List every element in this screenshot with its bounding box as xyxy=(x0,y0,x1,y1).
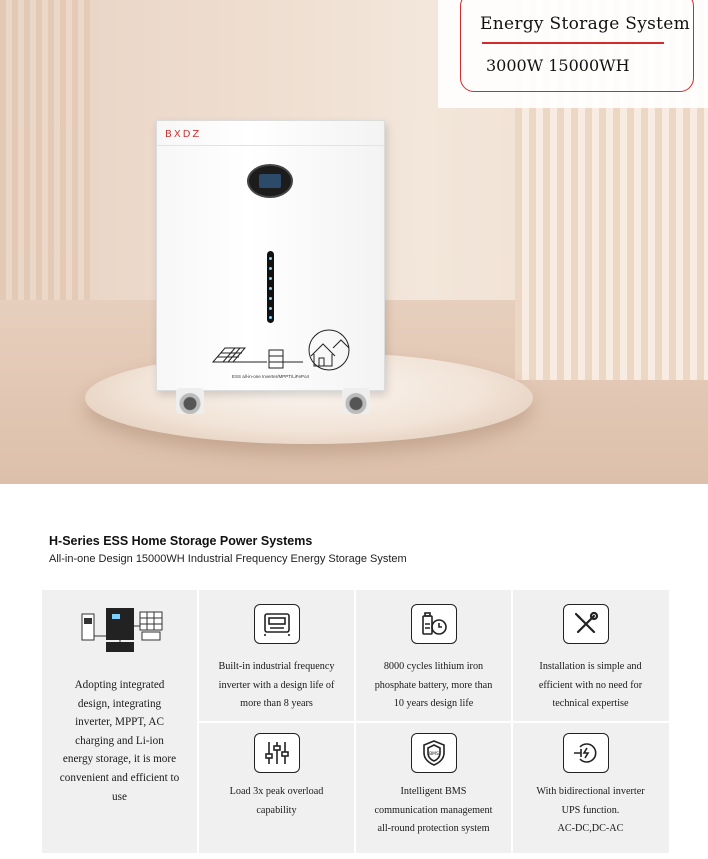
hero-title: Energy Storage System xyxy=(480,14,691,34)
feature-integrated-design-text xyxy=(42,676,197,806)
caster-wheel-right xyxy=(342,388,370,414)
control-display xyxy=(247,164,293,198)
text-line: convenient and efficient to xyxy=(59,771,180,784)
feature-installation xyxy=(513,590,668,720)
text-line: phosphate battery, more than xyxy=(374,679,493,691)
feature-bidirectional-text xyxy=(513,783,668,839)
solar-battery-home-diagram-icon xyxy=(207,326,357,376)
feature-bidirectional xyxy=(513,723,668,853)
brand-logo: BXDZ xyxy=(165,129,202,140)
display-screen xyxy=(259,174,281,188)
bms-shield-icon xyxy=(411,733,457,773)
text-line: efficient with no need for xyxy=(538,679,643,691)
text-line: inverter with a design life of xyxy=(218,679,335,691)
bidirectional-plug-icon xyxy=(563,733,609,773)
feature-integrated-design xyxy=(42,590,197,853)
title-divider xyxy=(482,42,664,44)
text-line: UPS function. xyxy=(561,804,620,816)
section-title: H-Series ESS Home Storage Power Systems xyxy=(49,534,313,548)
text-line: design, integrating xyxy=(77,697,162,710)
text-line: all-round protection system xyxy=(377,823,490,834)
text-line: Installation is simple and xyxy=(539,661,642,672)
feature-overload xyxy=(199,723,354,853)
text-line: use xyxy=(112,790,127,803)
hero-spec: 3000W 15000WH xyxy=(486,56,630,75)
product-cabinet xyxy=(156,120,385,391)
caster-wheel-left xyxy=(176,388,204,414)
text-line: AC-DC,DC-AC xyxy=(557,823,624,834)
text-line: technical expertise xyxy=(552,698,629,709)
battery-cycle-icon xyxy=(411,604,457,644)
text-line: energy storage, it is more xyxy=(62,753,177,766)
feature-battery xyxy=(356,590,511,720)
product-caption: ESS all-in-one Inverter/MPPT/LiFePo4 xyxy=(231,374,310,379)
feature-installation-text xyxy=(513,658,668,714)
inverter-icon xyxy=(254,604,300,644)
text-line: Intelligent BMS xyxy=(400,786,467,797)
text-line: 10 years design life xyxy=(393,698,474,709)
feature-battery-text xyxy=(356,658,511,714)
text-line: Built-in industrial frequency xyxy=(218,661,335,672)
feature-inverter-text xyxy=(199,658,354,714)
text-line: inverter, MPPT, AC xyxy=(75,716,164,729)
title-card xyxy=(438,0,708,108)
text-line: more than 8 years xyxy=(240,698,313,709)
feature-bms xyxy=(356,723,511,853)
feature-overload-text xyxy=(199,783,354,820)
svg-text:BMS: BMS xyxy=(429,752,439,757)
text-line: communication management xyxy=(374,804,493,816)
text-line: charging and Li-ion xyxy=(75,734,164,747)
text-line: capability xyxy=(256,804,297,816)
cabinet-top-edge xyxy=(157,145,384,146)
system-components-icon xyxy=(80,606,164,656)
sliders-icon xyxy=(254,733,300,773)
led-indicator-bar xyxy=(267,251,274,323)
text-line: Load 3x peak overload xyxy=(229,786,324,797)
feature-bms-text xyxy=(356,783,511,839)
section-subtitle: All-in-one Design 15000WH Industrial Frequency Energy Storage System xyxy=(49,553,407,565)
text-line: 8000 cycles lithium iron xyxy=(383,661,484,672)
tools-icon xyxy=(563,604,609,644)
feature-grid xyxy=(42,590,669,853)
feature-inverter xyxy=(199,590,354,720)
text-line: Adopting integrated xyxy=(74,679,165,691)
text-line: With bidirectional inverter xyxy=(536,786,645,797)
